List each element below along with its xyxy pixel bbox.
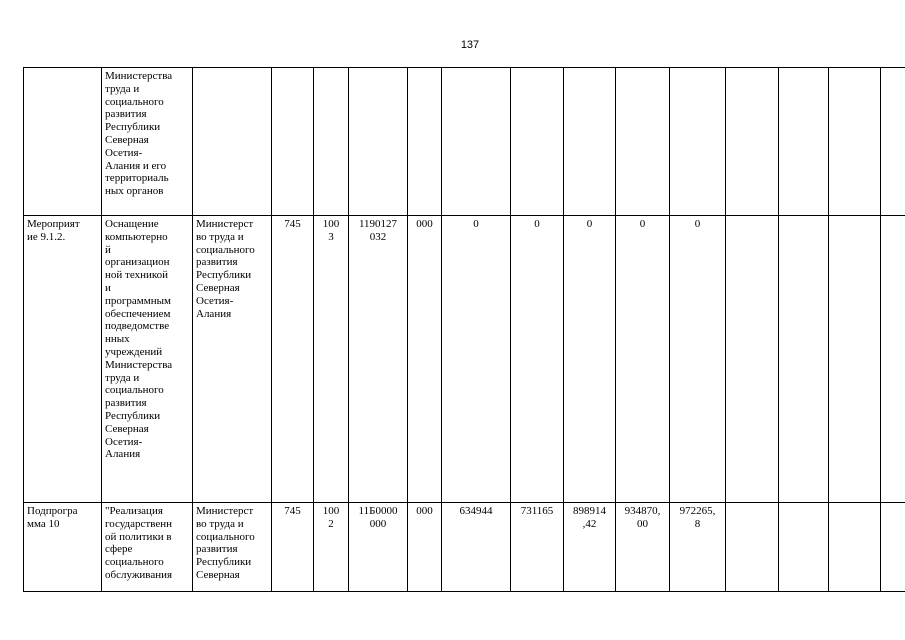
budget-table [23, 67, 905, 592]
cell-year-2 [511, 68, 564, 216]
cell-year-2: 731165 [511, 503, 564, 592]
cell-extra-1 [726, 68, 779, 216]
page-number: 137 [460, 39, 480, 51]
cell-extra-3 [829, 68, 881, 216]
cell-executor: Министерст во труда и социального развития Республики Северная [193, 503, 272, 592]
cell-rzpr: 100 2 [314, 503, 349, 592]
cell-title: Оснащение компьютерно й организацион ной техникой и программным обеспечением подведомстве нных учреждений Министерства труда и социального развития Республики Северная Осетия- Алания [102, 216, 193, 503]
cell-year-3: 898914 ,42 [564, 503, 616, 592]
cell-year-4: 0 [616, 216, 670, 503]
cell-name: Подпрогра мма 10 [24, 503, 102, 592]
cell-empty [881, 68, 905, 216]
cell-title: "Реализация государственн ой политики в сфере социального обслуживания [102, 503, 193, 592]
cell-year-5: 0 [670, 216, 726, 503]
cell-csr [349, 68, 408, 216]
cell-grbs: 745 [272, 216, 314, 503]
cell-year-4: 934870, 00 [616, 503, 670, 592]
cell-executor [193, 68, 272, 216]
cell-year-4 [616, 68, 670, 216]
cell-executor: Министерст во труда и социального развития Республики Северная Осетия- Алания [193, 216, 272, 503]
cell-name: Мероприят ие 9.1.2. [24, 216, 102, 503]
cell-year-3 [564, 68, 616, 216]
cell-year-5: 972265, 8 [670, 503, 726, 592]
cell-extra-1 [726, 503, 779, 592]
cell-extra-3 [829, 216, 881, 503]
cell-empty [881, 216, 905, 503]
cell-grbs [272, 68, 314, 216]
cell-extra-3 [829, 503, 881, 592]
table-row [24, 503, 905, 592]
cell-rzpr [314, 68, 349, 216]
cell-name [24, 68, 102, 216]
cell-empty [881, 503, 905, 592]
cell-csr: 1190127 032 [349, 216, 408, 503]
table-row [24, 68, 905, 216]
cell-rzpr: 100 3 [314, 216, 349, 503]
cell-vr [408, 68, 442, 216]
cell-csr: 11Б0000 000 [349, 503, 408, 592]
cell-year-1 [442, 68, 511, 216]
cell-vr: 000 [408, 216, 442, 503]
cell-year-1: 634944 [442, 503, 511, 592]
cell-year-2: 0 [511, 216, 564, 503]
cell-extra-1 [726, 216, 779, 503]
cell-title: Министерства труда и социального развития Республики Северная Осетия- Алания и его территориаль ных органов [102, 68, 193, 216]
table-row [24, 216, 905, 503]
cell-extra-2 [779, 503, 829, 592]
cell-vr: 000 [408, 503, 442, 592]
cell-extra-2 [779, 68, 829, 216]
cell-year-1: 0 [442, 216, 511, 503]
cell-year-3: 0 [564, 216, 616, 503]
cell-grbs: 745 [272, 503, 314, 592]
cell-extra-2 [779, 216, 829, 503]
cell-year-5 [670, 68, 726, 216]
